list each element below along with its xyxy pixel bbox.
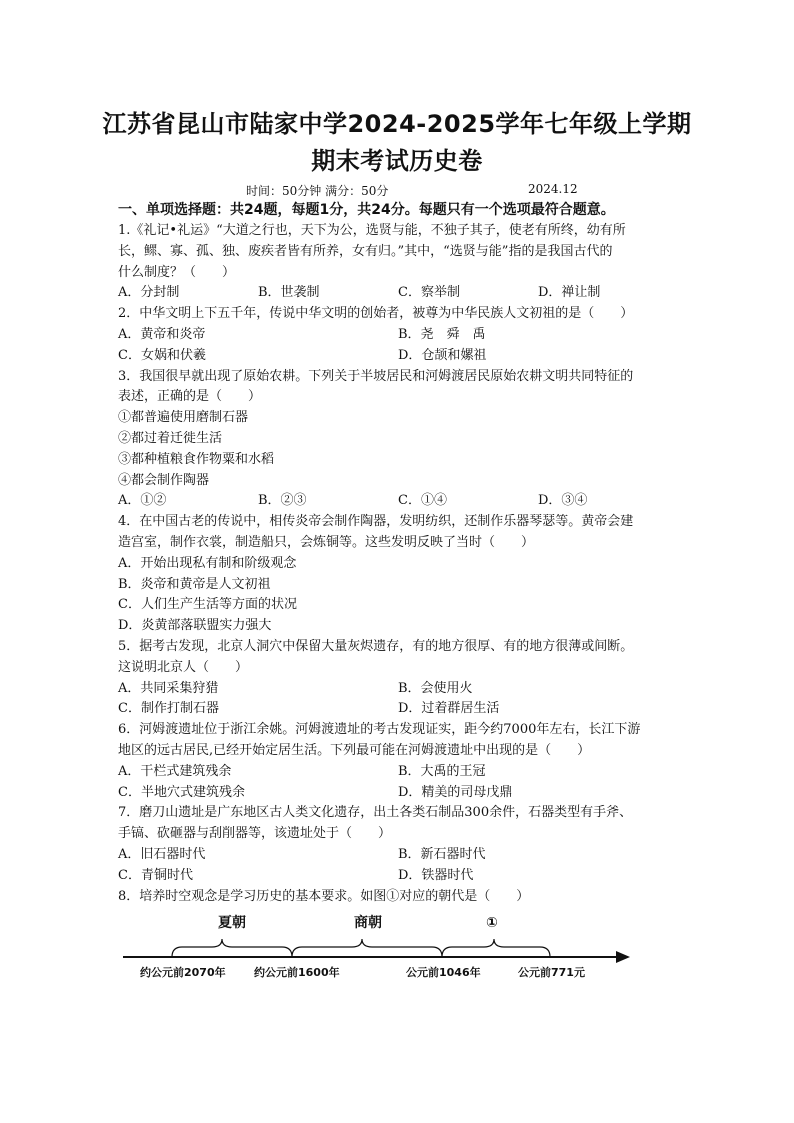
era-label-shang: 商朝 <box>354 915 382 932</box>
option-d: D．铁器时代 <box>398 867 474 883</box>
shang-brace <box>292 939 442 957</box>
option-b: B．会使用火 <box>398 680 473 696</box>
dynasty-timeline <box>118 911 678 991</box>
era-label-1: ① <box>486 915 498 932</box>
option-a: A．①② <box>118 493 167 509</box>
question-stem: 手镐、砍砸器与刮削器等，该遗址处于（ ） <box>118 826 392 842</box>
option-c: C．①④ <box>398 493 447 509</box>
option-a: A．旧石器时代 <box>118 846 206 862</box>
option-a: A．分封制 <box>118 285 180 301</box>
question-stem: 造宫室，制作衣裳，制造船只，会炼铜等。这些发明反映了当时（ ） <box>118 534 535 550</box>
option-d: D．仓颉和嫘祖 <box>398 347 487 363</box>
statement: ①都普遍使用磨制石器 <box>118 410 249 426</box>
option-c: C．半地穴式建筑残余 <box>118 784 245 800</box>
option-b: B．大禹的王冠 <box>398 763 486 779</box>
options-row <box>118 762 678 783</box>
options-row <box>118 679 678 700</box>
question-stem: 8．培养时空观念是学习历史的基本要求。如图①对应的朝代是（ ） <box>118 888 530 904</box>
question-content <box>118 200 678 991</box>
options-row <box>118 491 678 512</box>
question-stem: 1.《礼记•礼运》“大道之行也，天下为公，选贤与能，不独子其子，使老有所终，幼有所 <box>118 223 626 238</box>
xia-brace <box>172 939 292 957</box>
option-c: C．察举制 <box>398 285 460 301</box>
question-stem: 什么制度？（ ） <box>118 264 236 280</box>
period-1-brace <box>442 939 550 957</box>
statement: ④都会制作陶器 <box>118 472 210 488</box>
question-stem: 5．据考古发现，北京人洞穴中保留大量灰烬遗存，有的地方很厚、有的地方很薄或间断。 <box>118 638 634 654</box>
options-row <box>118 845 678 866</box>
question-stem: 7．磨刀山遗址是广东地区古人类文化遗存，出土各类石制品300余件，石器类型有手斧、 <box>118 805 633 821</box>
option-d: D．③④ <box>538 493 588 509</box>
option-c: C．青铜时代 <box>118 867 193 883</box>
date-label: 公元前1046年 <box>406 966 481 980</box>
question-stem: 3．我国很早就出现了原始农耕。下列关于半坡居民和河姆渡居民原始农耕文明共同特征的 <box>118 368 634 384</box>
date-label: 约公元前1600年 <box>254 966 340 980</box>
option-b: B．炎帝和黄帝是人文初祖 <box>118 576 271 592</box>
options-row <box>118 783 678 804</box>
era-label-xia: 夏朝 <box>218 915 246 932</box>
option-b: B．新石器时代 <box>398 846 486 862</box>
exam-title-line-2: 期末考试历史卷 <box>311 147 483 175</box>
exam-info: 时间：50分钟 满分：50分 <box>246 184 389 198</box>
option-d: D．精美的司母戊鼎 <box>398 784 513 800</box>
option-c: C．女娲和伏羲 <box>118 347 206 363</box>
statement: ②都过着迁徙生活 <box>118 430 223 446</box>
date-label: 约公元前2070年 <box>140 966 226 980</box>
options-row <box>118 346 678 367</box>
option-a: A．开始出现私有制和阶级观念 <box>118 555 297 571</box>
option-b: B．②③ <box>258 493 307 509</box>
option-b: B．世袭制 <box>258 285 320 301</box>
question-stem: 4．在中国古老的传说中，相传炎帝会制作陶器，发明纺织，还制作乐器琴瑟等。黄帝会建 <box>118 514 634 530</box>
question-stem: 6．河姆渡遗址位于浙江余姚。河姆渡遗址的考古发现证实，距今约7000年左右，长江下游 <box>118 722 641 738</box>
option-c: C．制作打制石器 <box>118 701 219 717</box>
exam-title-line-1: 江苏省昆山市陆家中学2024-2025学年七年级上学期 <box>102 110 692 138</box>
option-a: A．干栏式建筑残余 <box>118 763 232 779</box>
question-stem: 表述，正确的是（ ） <box>118 389 262 405</box>
exam-date: 2024.12 <box>528 182 578 196</box>
options-row <box>118 325 678 346</box>
options-row <box>118 699 678 720</box>
options-row <box>118 866 678 887</box>
option-a: A．黄帝和炎帝 <box>118 326 206 342</box>
option-d: D．禅让制 <box>538 285 601 301</box>
option-b: B．尧 舜 禹 <box>398 326 486 342</box>
section-heading: 一、单项选择题：共24题，每题1分，共24分。每题只有一个选项最符合题意。 <box>118 202 615 218</box>
option-d: D．过着群居生活 <box>398 701 500 717</box>
question-stem: 这说明北京人（ ） <box>118 659 249 675</box>
arrow-head-icon <box>616 951 630 963</box>
date-label: 公元前771元 <box>518 966 585 980</box>
options-row <box>118 283 678 304</box>
option-d: D．炎黄部落联盟实力强大 <box>118 618 272 634</box>
question-stem: 2．中华文明上下五千年，传说中华文明的创始者，被尊为中华民族人文初祖的是（ ） <box>118 306 634 322</box>
question-stem: 地区的远古居民,已经开始定居生活。下列最可能在河姆渡遗址中出现的是（ ） <box>118 742 591 758</box>
option-a: A．共同采集狩猎 <box>118 680 219 696</box>
statement: ③都种植粮食作物粟和水稻 <box>118 451 275 467</box>
option-c: C．人们生产生活等方面的状况 <box>118 597 297 613</box>
question-stem: 长，鳏、寡、孤、独、废疾者皆有所养，女有归。”其中，“选贤与能”指的是我国古代的 <box>118 243 613 259</box>
